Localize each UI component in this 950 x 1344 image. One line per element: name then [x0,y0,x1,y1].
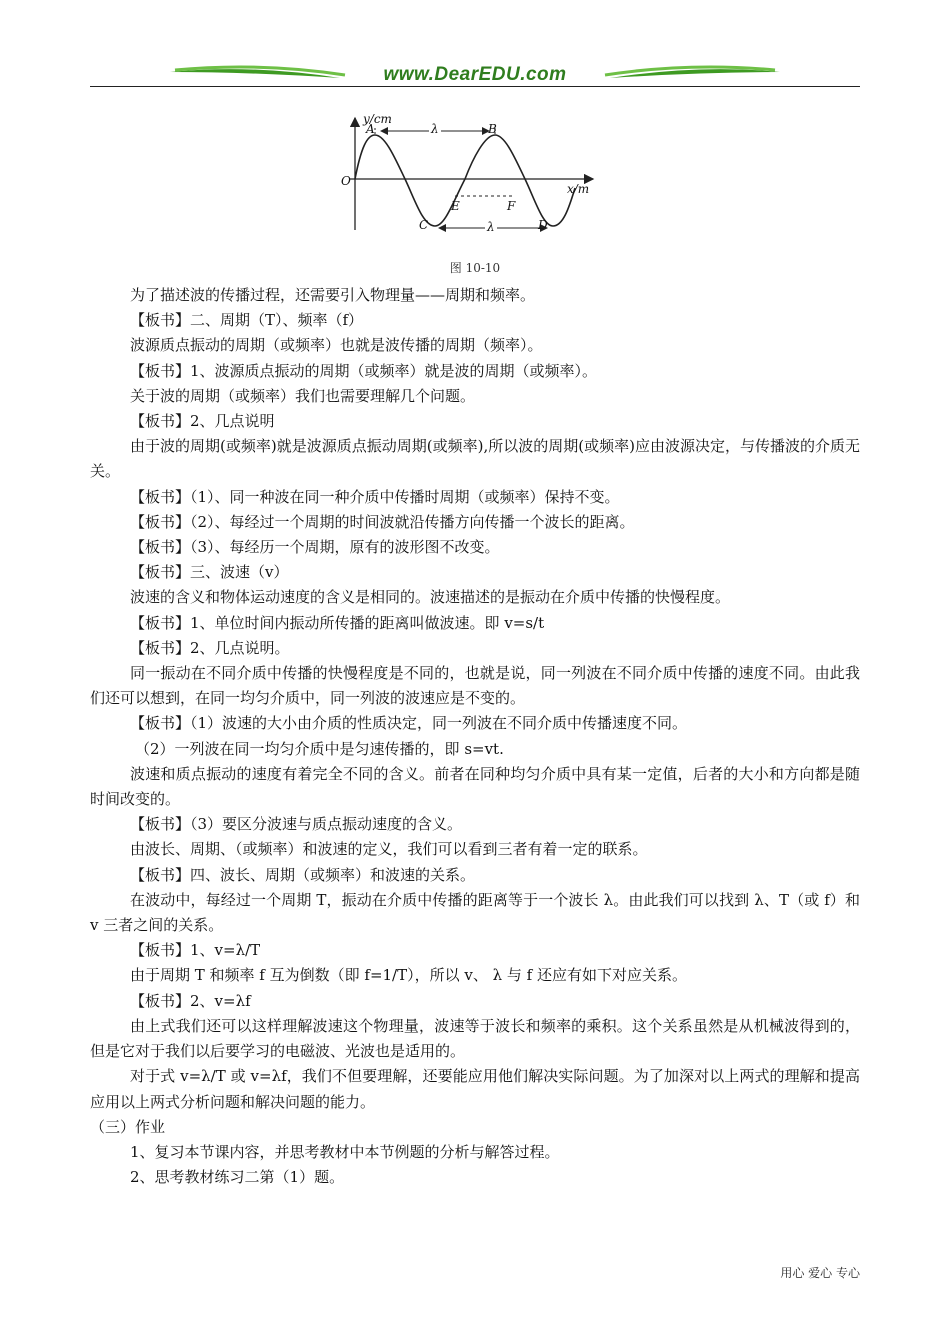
lambda-top-label: λ [431,122,439,136]
paragraph: 波速和质点振动的速度有着完全不同的含义。前者在同种均匀介质中具有某一定值，后者的大小和方向都是随时间改变的。 [90,764,860,809]
paragraph: 波速的含义和物体运动速度的含义是相同的。波速描述的是振动在介质中传播的快慢程度。 [130,588,731,607]
homework-item: 1、复习本节课内容，并思考教材中本节例题的分析与解答过程。 [130,1142,560,1161]
paragraph: 同一振动在不同介质中传播的快慢程度是不同的，也就是说，同一列波在不同介质中传播的速度不同。由此我们还可以想到，在同一均匀介质中，同一列波的波速应是不变的。 [90,664,860,708]
page-header [90,58,860,94]
board-note: 【板书】（1）波速的大小由介质的性质决定，同一列波在不同介质中传播速度不同。 [130,714,688,733]
board-note: 【板书】（3）、每经历一个周期，原有的波形图不改变。 [130,538,500,557]
board-note: 【板书】2、几点说明 [130,412,275,431]
board-note: 【板书】三、波速（v） [130,563,289,582]
board-note: 【板书】1、v=λ/T [130,941,261,960]
board-note: 【板书】1、单位时间内振动所传播的距离叫做波速。即 v=s/t [130,613,545,632]
point-d-label: D [538,218,548,232]
section-heading: （三）作业 [90,1117,166,1136]
wave-curve [355,135,575,226]
paragraph: 由于波的周期(或频率)就是波源质点振动周期(或频率),所以波的周期(或频率)应由波源决定，与传播波的介质无关。 [90,437,860,481]
point-a-label: A [366,122,375,136]
board-note: 【板书】（3）要区分波速与质点振动速度的含义。 [130,815,463,834]
board-note: 【板书】2、几点说明。 [130,638,290,657]
header-divider [90,86,860,87]
page-footer: 用心 爱心 专心 [780,1266,860,1280]
paragraph: 由于周期 T 和频率 f 互为倒数（即 f=1/T），所以 v、 λ 与 f 还应有如下对应关系。 [130,966,687,985]
paragraph: 波源质点振动的周期（或频率）也就是波传播的周期（频率）。 [130,336,543,355]
origin-label: O [341,174,351,188]
paragraph: 在波动中，每经过一个周期 T，振动在介质中传播的距离等于一个波长 λ。由此我们可以找到 λ、T（或 f）和 v 三者之间的关系。 [90,890,860,935]
x-axis-label: x/m [567,182,590,196]
paragraph: 为了描述波的传播过程，还需要引入物理量——周期和频率。 [130,286,536,304]
figure-caption: 图 10-10 [449,261,501,275]
board-note: 【板书】（2）、每经过一个周期的时间波就沿传播方向传播一个波长的距离。 [130,512,635,531]
point-c-label: C [419,218,429,232]
board-note: 【板书】1、波源质点振动的周期（或频率）就是波的周期（或频率）。 [130,361,598,380]
y-axis-label: y/cm [363,112,392,126]
lesson-body [90,283,860,1190]
paragraph: 对于式 v=λ/T 或 v=λf，我们不但要理解，还要能应用他们解决实际问题。为了加深对以上两式的理解和提高应用以上两式分析问题和解决问题的能力。 [90,1067,860,1111]
homework-item: 2、思考教材练习二第（1）题。 [130,1168,345,1187]
site-url[interactable]: www.DearEDU.com [383,64,567,85]
point-f-label: F [507,199,516,213]
point-b-label: B [488,122,497,136]
paragraph: 关于波的周期（或频率）我们也需要理解几个问题。 [130,386,476,405]
board-note: （2）一列波在同一均匀介质中是匀速传播的，即 s=vt. [135,739,504,758]
lambda-bottom-label: λ [487,220,495,234]
paragraph: 由上式我们还可以这样理解波速这个物理量，波速等于波长和频率的乘积。这个关系虽然是从机械波得到的，但是它对于我们以后要学习的电磁波、光波也是适用的。 [90,1016,860,1061]
wave-figure [325,108,625,278]
paragraph: 由波长、周期、（或频率）和波速的定义，我们可以看到三者有着一定的联系。 [130,840,648,859]
board-note: 【板书】（1）、同一种波在同一种介质中传播时周期（或频率）保持不变。 [130,487,620,506]
board-note: 【板书】二、周期（T）、频率（f） [130,311,364,330]
board-note: 【板书】2、v=λf [130,991,251,1010]
board-note: 【板书】四、波长、周期（或频率）和波速的关系。 [130,865,476,884]
point-e-label: E [451,199,460,213]
